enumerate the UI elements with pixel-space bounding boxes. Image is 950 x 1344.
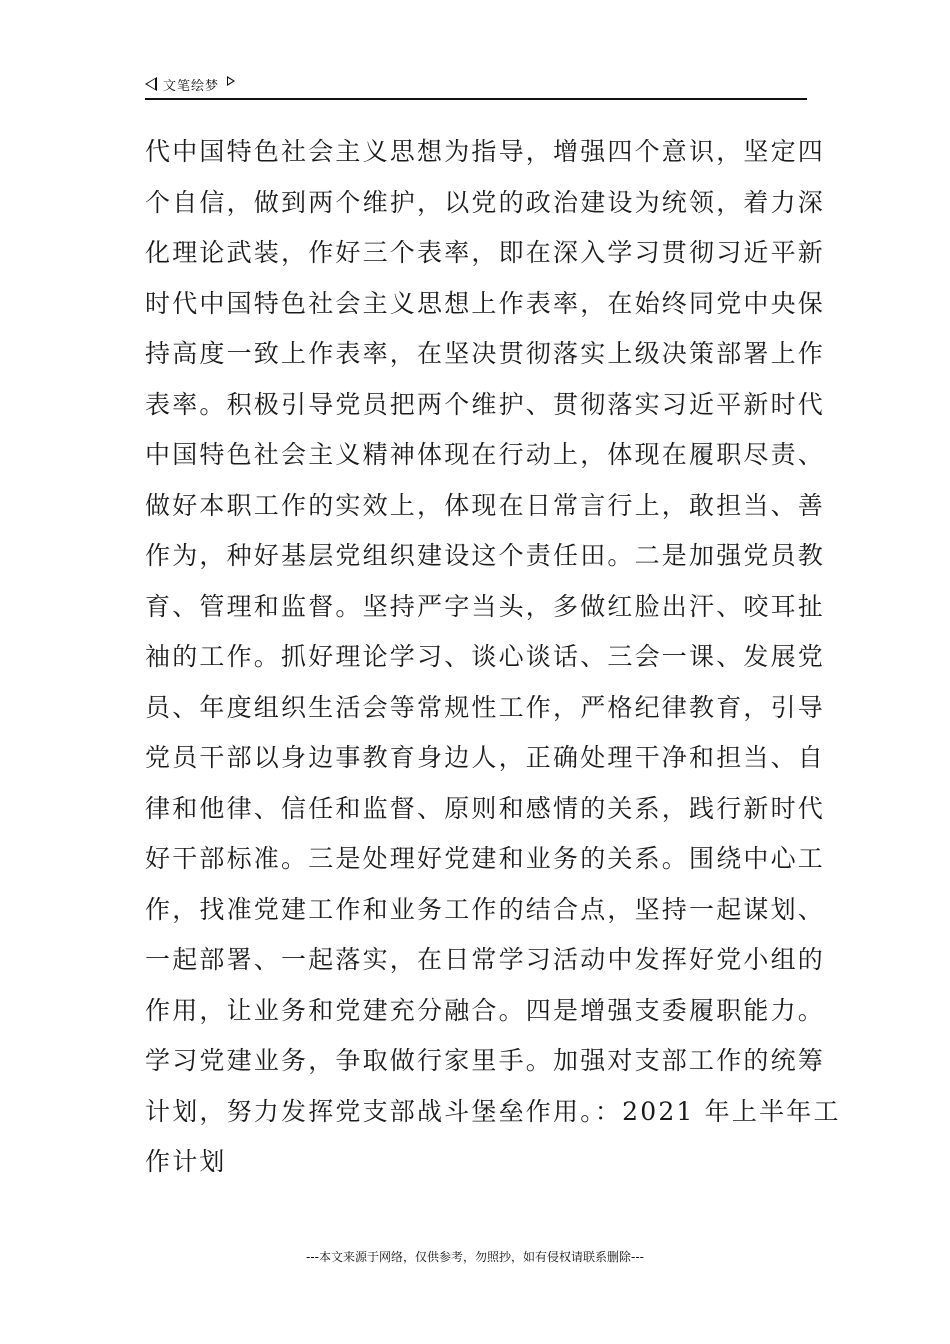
- body-line: 作为，种好基层党组织建设这个责任田。二是加强党员教: [145, 541, 826, 570]
- body-line: 员、年度组织生活会等常规性工作，严格纪律教育，引导: [145, 692, 826, 722]
- body-line: 作计划: [145, 1147, 227, 1176]
- body-line: 党员干部以身边事教育身边人，正确处理干净和担当、自: [145, 743, 826, 772]
- body-line: 学习党建业务，争取做行家里手。加强对支部工作的统筹: [145, 1046, 826, 1075]
- body-line: 计划，努力发挥党支部战斗堡垒作用。：2021 年上半年工: [145, 1096, 841, 1126]
- body-line: 时代中国特色社会主义思想上作表率，在始终同党中央保: [145, 288, 826, 318]
- body-line: 持高度一致上作表率，在坚决贯彻落实上级决策部署上作: [145, 339, 826, 368]
- body-line: 做好本职工作的实效上，体现在日常言行上，敢担当、善: [145, 490, 826, 520]
- body-line: 表率。积极引导党员把两个维护、贯彻落实习近平新时代: [145, 389, 826, 419]
- body-line: 化理论武装，作好三个表率，即在深入学习贯彻习近平新: [145, 238, 826, 267]
- body-line: 个自信，做到两个维护，以党的政治建设为统领，着力深: [145, 187, 826, 217]
- page-header: [145, 74, 807, 100]
- body-line: 好干部标准。三是处理好党建和业务的关系。围绕中心工: [145, 844, 826, 873]
- body-line: 作，找准党建工作和业务工作的结合点，坚持一起谋划、: [145, 894, 826, 924]
- header-brand-row: [145, 74, 235, 94]
- body-line: 代中国特色社会主义思想为指导，增强四个意识，坚定四: [145, 137, 826, 166]
- body-line: 作用，让业务和党建充分融合。四是增强支委履职能力。: [145, 995, 826, 1025]
- triangle-right-icon: [227, 76, 235, 86]
- footer-notice: ---本文来源于网络，仅供参考，勿照抄，如有侵权请联系删除---: [306, 1250, 644, 1264]
- triangle-left-icon: [145, 77, 157, 91]
- body-line: 袖的工作。抓好理论学习、谈心谈话、三会一课、发展党: [145, 642, 826, 671]
- body-line: 中国特色社会主义精神体现在行动上，体现在履职尽责、: [145, 440, 826, 469]
- body-line: 律和他律、信任和监督、原则和感情的关系，践行新时代: [145, 793, 826, 823]
- body-line: 育、管理和监督。坚持严字当头，多做红脸出汗、咬耳扯: [145, 591, 826, 621]
- brand-name: 文笔绘梦: [163, 78, 220, 94]
- body-line: 一起部署、一起落实，在日常学习活动中发挥好党小组的: [145, 945, 826, 974]
- document-body: [145, 127, 841, 1188]
